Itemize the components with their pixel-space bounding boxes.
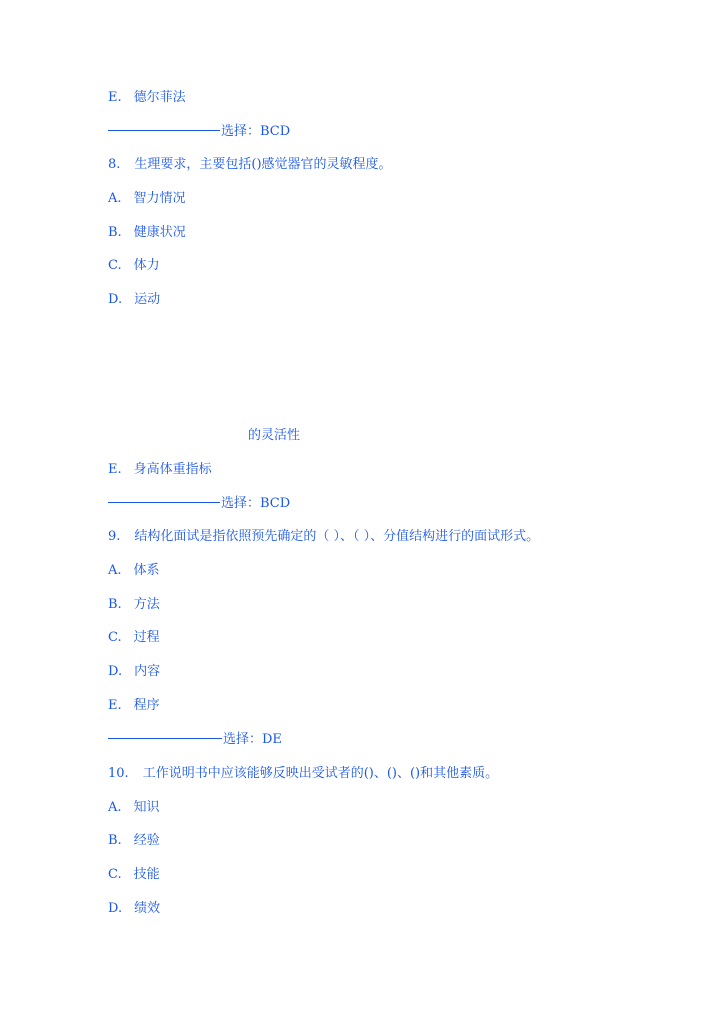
option-label: A. [108,800,122,815]
option-label: E. [108,698,122,713]
option-text: 绩效 [134,901,161,916]
option-label: B. [108,225,122,240]
option-text: 内容 [134,664,161,679]
option-a [108,563,160,579]
option-text: 体系 [133,563,160,578]
option-b [108,597,160,613]
question-10 [108,766,498,782]
option-label: E. [108,90,122,105]
option-text: 身高体重指标 [133,462,212,477]
option-label: B. [108,597,122,612]
option-text: 运动 [134,292,161,307]
question-text: 生理要求，主要包括()感觉器官的灵敏程度。 [134,157,392,172]
option-text: 技能 [133,867,160,882]
question-9 [108,529,539,545]
question-text: 工作说明书中应该能够反映出受试者的()、()、()和其他素质。 [142,766,499,781]
option-d [108,664,160,680]
option-label: D. [108,901,123,916]
option-text: 过程 [133,630,160,645]
answer-rule [108,738,222,739]
option-label: C. [108,867,122,882]
option-label: B. [108,833,122,848]
option-c [108,867,160,883]
option-c [108,258,160,274]
continuation-text: 的灵活性 [248,428,301,443]
answer-line [108,732,282,748]
option-e [108,462,212,478]
option-e [108,698,160,714]
question-number: 10. [108,766,129,781]
option-text: 程序 [133,698,160,713]
option-label: C. [108,258,122,273]
option-b [108,225,186,241]
option-b [108,833,160,849]
answer-text: 选择：BCD [221,124,291,139]
option-text: 经验 [133,833,160,848]
answer-rule [108,130,220,131]
answer-text: 选择：DE [223,732,282,747]
question-number: 8. [108,157,121,172]
question-8 [108,157,392,173]
option-label: D. [108,292,123,307]
option-a [108,191,186,207]
option-label: A. [108,563,122,578]
option-text: 智力情况 [133,191,186,206]
option-continuation [248,428,300,444]
option-text: 德尔菲法 [133,90,186,105]
answer-line [108,496,290,512]
option-a [108,800,160,816]
answer-line [108,124,290,140]
answer-rule [108,502,220,503]
option-text: 方法 [133,597,160,612]
option-label: C. [108,630,122,645]
option-label: A. [108,191,122,206]
option-text: 体力 [133,258,160,273]
answer-text: 选择：BCD [221,496,291,511]
option-text: 知识 [133,800,160,815]
option-label: E. [108,462,122,477]
option-label: D. [108,664,123,679]
option-d [108,901,160,917]
option-e [108,90,186,106]
question-text: 结构化面试是指依照预先确定的（ ）、（ ）、分值结构进行的面试形式。 [134,529,540,544]
question-number: 9. [108,529,121,544]
option-c [108,630,160,646]
option-d [108,292,160,308]
option-text: 健康状况 [133,225,186,240]
